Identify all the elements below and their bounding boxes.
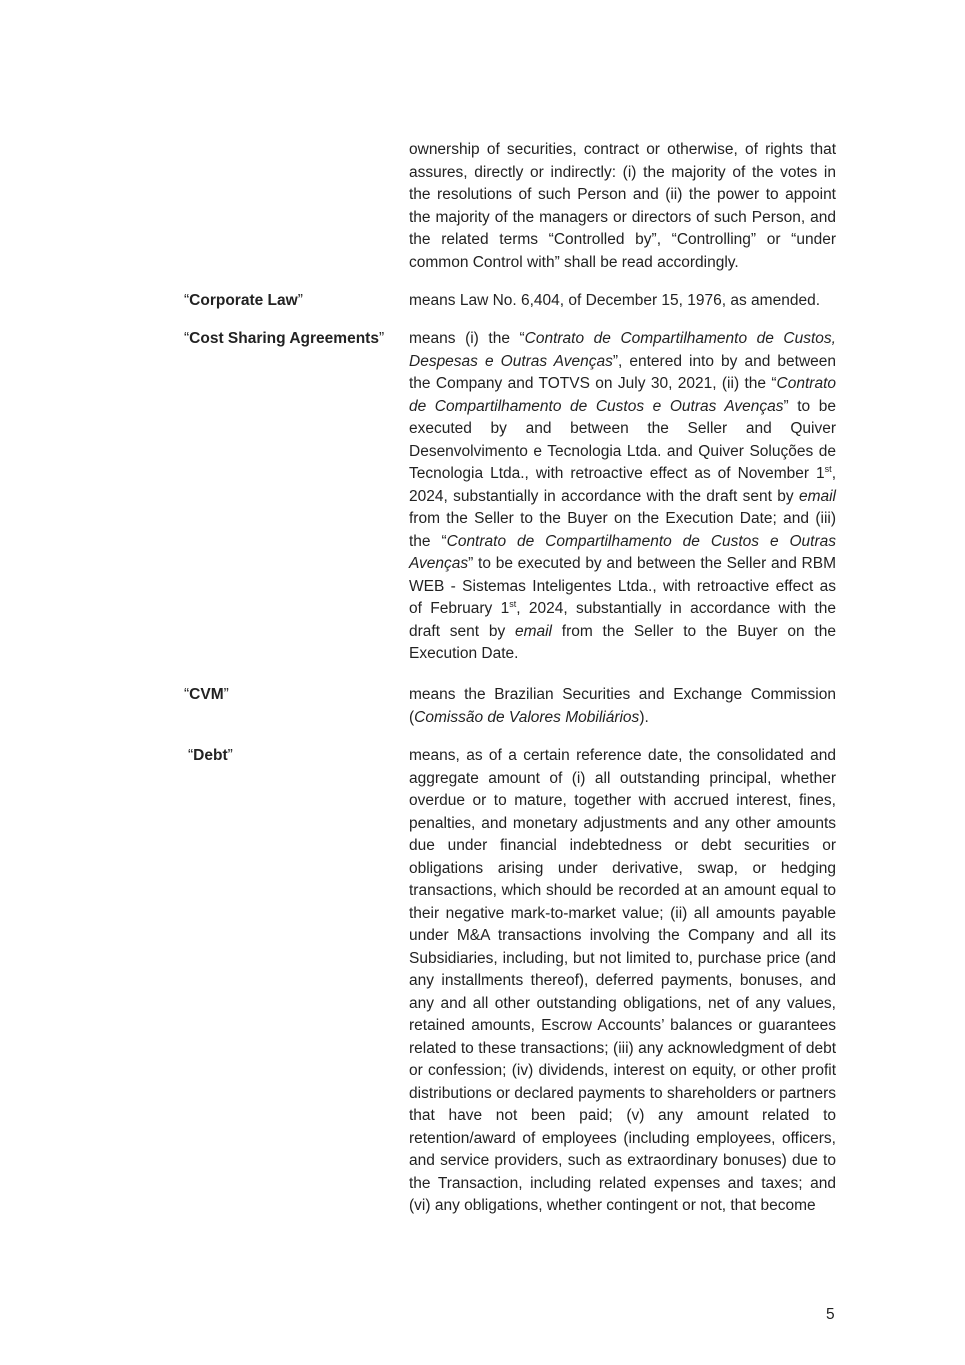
defined-term: “CVM” [184, 686, 229, 703]
definition-text: means, as of a certain reference date, the consolidated and aggregate amount of (i) all outstanding principal, whether overdue or to mature, together with accrued interest, fines, penalties, and monetary adjustments and any other amounts due under financial indebtedness or debt securities or obligations arising under derivative, swap, or hedging transactions, which should be recorded at an amount equal to their negative mark-to-market value; (ii) all amounts payable under M&A transactions involving the Company and all its Subsidiaries, including, but not limited to, purchase price (and any installments thereof), deferred payments, bonuses, and any and all other outstanding obligations, net of any values, retained amounts, Escrow Accounts’ balances or guarantees related to these transactions; (iii) any acknowledgment of debt or confession; (iv) dividends, interest on equity, or other profit distributions or declared payments to shareholders or partners that have not been paid; (v) any amount related to retention/award of employees (including employees, officers, and service providers, such as extraordinary bonuses) due to the Transaction, including related expenses and taxes; and (vi) any obligations, whether contingent or not, that become [409, 747, 836, 1214]
defined-term: “Corporate Law” [184, 292, 303, 309]
definition-text [409, 139, 836, 274]
page-number: 5 [826, 1306, 835, 1323]
definition-text: means the Brazilian Securities and Exchange Commission (Comissão de Valores Mobiliários). [409, 686, 836, 726]
term-label: Cost Sharing Agreements [189, 330, 379, 347]
term-label: CVM [189, 686, 224, 703]
term-label: Debt [193, 747, 228, 764]
definition-text: means Law No. 6,404, of December 15, 1976, as amended. [409, 292, 820, 309]
definition-text: means (i) the “Contrato de Compartilhamento de Custos, Despesas e Outras Avenças”, entered into by and between the Company and TOTVS on July 30, 2021, (ii) the “Contrato de Compartilhamento de Custos e Outras Avenças” to be executed by and between the Seller and Quiver Desenvolvimento e Tecnologia Ltda. and Quiver Soluções de Tecnologia Ltda., with retroactive effect as of November 1st, 2024, substantially in accordance with the draft sent by email from the Seller to the Buyer on the Execution Date; and (iii) the “Contrato de Compartilhamento de Custos e Outras Avenças” to be executed by and between the Seller and RBM WEB - Sistemas Inteligentes Ltda., with retroactive effect as of February 1st, 2024, substantially in accordance with the draft sent by email from the Seller to the Buyer on the Execution Date. [409, 330, 837, 662]
continuation-text: ownership of securities, contract or otherwise, of rights that assures, directly or indirectly: (i) the majority of the votes in the resolutions of such Person and (ii) the power to appoint the majority of the managers or directors of such Person, and the related terms “Controlled by”, “Controlling” or “under common Control with” shall be read accordingly. [409, 141, 836, 271]
defined-term: “Cost Sharing Agreements” [184, 330, 385, 347]
term-label: Corporate Law [189, 292, 298, 309]
defined-term: “Debt” [188, 747, 233, 764]
